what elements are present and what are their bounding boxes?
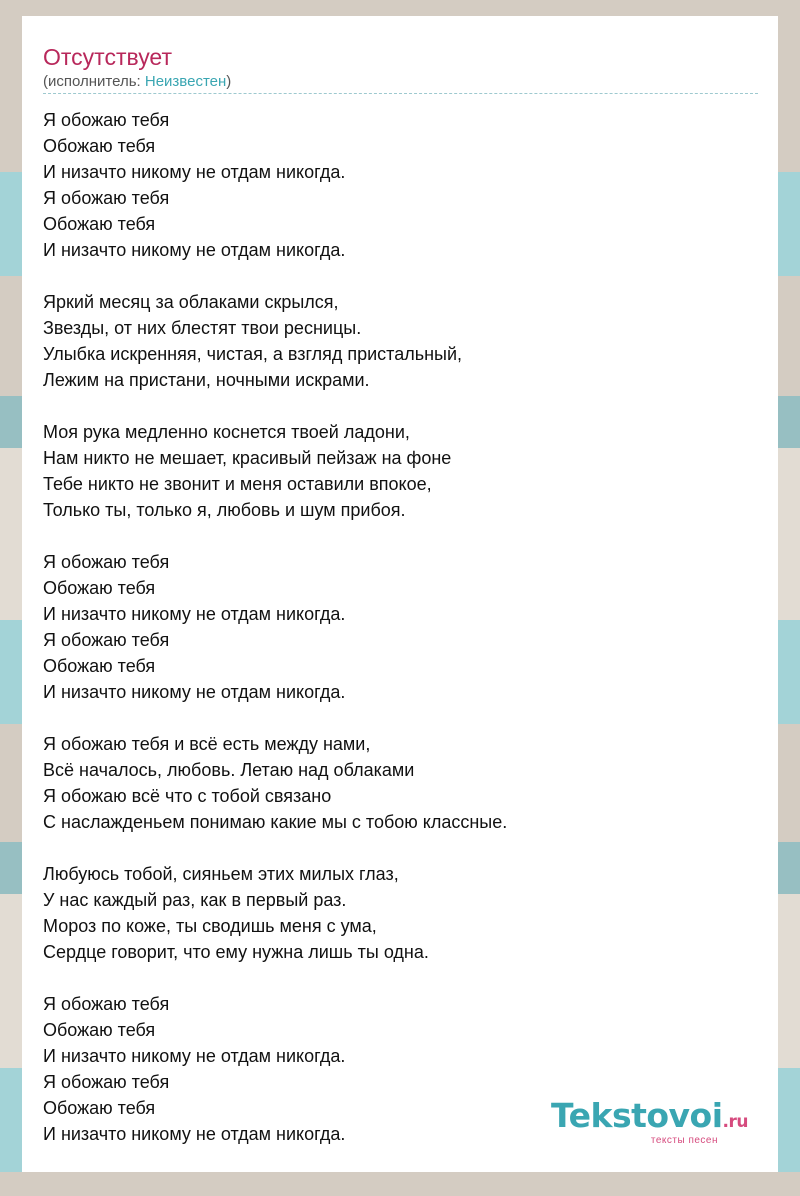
lyric-line: И низачто никому не отдам никогда.: [43, 240, 346, 260]
lyrics-stanza: [43, 289, 758, 393]
lyric-line: И низачто никому не отдам никогда.: [43, 604, 346, 624]
logo-tld: .ru: [722, 1112, 748, 1132]
lyric-line: Я обожаю тебя: [43, 1072, 170, 1092]
lyric-line: Обожаю тебя: [43, 1020, 156, 1040]
lyric-line: Я обожаю тебя: [43, 110, 170, 130]
lyrics-stanza: [43, 107, 758, 263]
lyric-line: Я обожаю всё что с тобой связано: [43, 786, 332, 806]
lyric-line: И низачто никому не отдам никогда.: [43, 1124, 346, 1144]
lyric-line: Всё началось, любовь. Летаю над облаками: [43, 760, 415, 780]
lyric-line: Яркий месяц за облаками скрылся,: [43, 292, 339, 312]
lyric-line: Обожаю тебя: [43, 578, 156, 598]
lyric-line: Я обожаю тебя: [43, 552, 170, 572]
lyrics-stanza: [43, 861, 758, 965]
lyric-line: И низачто никому не отдам никогда.: [43, 162, 346, 182]
lyric-line: И низачто никому не отдам никогда.: [43, 682, 346, 702]
lyric-line: С наслажденьем понимаю какие мы с тобою классные.: [43, 812, 508, 832]
logo-tagline: тексты песен: [650, 1135, 718, 1146]
site-logo[interactable]: [551, 1096, 748, 1146]
lyric-line: У нас каждый раз, как в первый раз.: [43, 890, 347, 910]
logo-wordmark: [551, 1096, 748, 1139]
lyrics-card: [22, 16, 778, 1172]
artist-suffix: ): [226, 73, 232, 90]
lyric-line: Обожаю тебя: [43, 1098, 156, 1118]
lyric-line: Я обожаю тебя: [43, 630, 170, 650]
lyric-line: Нам никто не мешает, красивый пейзаж на фоне: [43, 448, 452, 468]
lyrics-stanza: [43, 731, 758, 835]
lyric-line: Мороз по коже, ты сводишь меня с ума,: [43, 916, 377, 936]
lyric-line: Моя рука медленно коснется твоей ладони,: [43, 422, 410, 442]
logo-name: Tekstovoi: [551, 1096, 723, 1135]
lyrics-stanza: [43, 419, 758, 523]
lyric-line: И низачто никому не отдам никогда.: [43, 1046, 346, 1066]
artist-prefix: (исполнитель:: [43, 73, 145, 90]
lyric-line: Любуюсь тобой, сияньем этих милых глаз,: [43, 864, 399, 884]
lyric-line: Только ты, только я, любовь и шум прибоя.: [43, 500, 406, 520]
lyric-line: Я обожаю тебя и всё есть между нами,: [43, 734, 371, 754]
artist-line: [43, 72, 231, 92]
header-divider: [43, 93, 758, 94]
lyric-line: Улыбка искренняя, чистая, а взгляд пристальный,: [43, 344, 463, 364]
artist-link[interactable]: Неизвестен: [144, 73, 227, 90]
lyrics-body: [43, 107, 758, 1173]
lyric-line: Тебе никто не звонит и меня оставили впокое,: [43, 474, 432, 494]
lyric-line: Обожаю тебя: [43, 656, 156, 676]
song-title: Отсутствует: [43, 44, 172, 70]
lyric-line: Я обожаю тебя: [43, 994, 170, 1014]
lyric-line: Я обожаю тебя: [43, 188, 170, 208]
lyric-line: Лежим на пристани, ночными искрами.: [43, 370, 370, 390]
lyric-line: Сердце говорит, что ему нужна лишь ты одна.: [43, 942, 429, 962]
lyric-line: Обожаю тебя: [43, 214, 156, 234]
lyric-line: Звезды, от них блестят твои ресницы.: [43, 318, 362, 338]
lyrics-stanza: [43, 549, 758, 705]
lyric-line: Обожаю тебя: [43, 136, 156, 156]
